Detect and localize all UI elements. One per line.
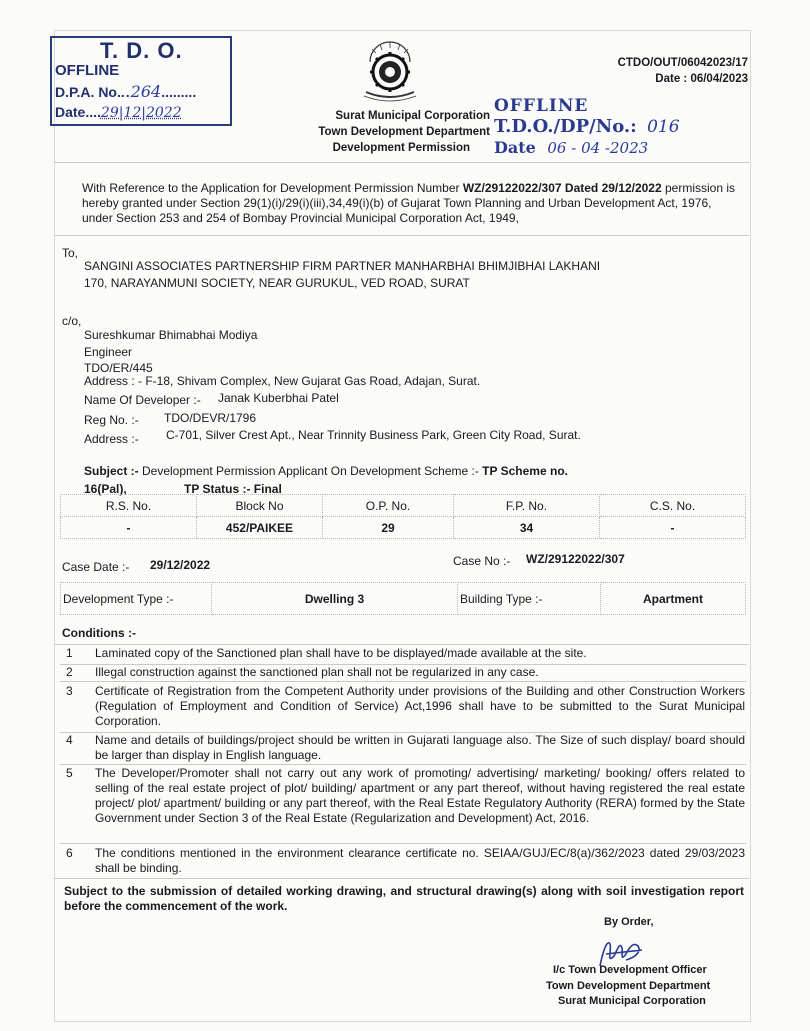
devtype-label: Development Type :- <box>61 583 212 615</box>
condition-number: 3 <box>66 684 73 698</box>
engineer-address: Address : - F-18, Shivam Complex, New Gujarat Gas Road, Adajan, Surat. <box>84 374 481 388</box>
subject-text: Development Permission Applicant On Development Scheme :- <box>138 464 483 478</box>
list-item <box>60 766 746 842</box>
development-type-table <box>60 582 746 615</box>
applicant-address: 170, NARAYANMUNI SOCIETY, NEAR GURUKUL, VED ROAD, SURAT <box>84 276 470 290</box>
table-cell: - <box>600 517 746 539</box>
table-cell: 452/PAIKEE <box>197 517 323 539</box>
org-line-3: Development Permission <box>332 142 470 154</box>
divider <box>60 764 746 765</box>
subject-label: Subject :- <box>84 464 139 478</box>
tp-status: TP Status :- Final <box>184 482 282 496</box>
by-order: By Order, <box>604 916 654 928</box>
developer-regno-label: Reg No. :- <box>84 413 139 427</box>
case-no: WZ/29122022/307 <box>526 552 625 566</box>
divider <box>60 681 746 682</box>
signatory-org: Surat Municipal Corporation <box>558 995 706 1007</box>
stamp2-number: 016 <box>647 117 680 137</box>
stamp-date-value: 29|12|2022 <box>100 105 182 121</box>
conditions-label: Conditions :- <box>62 626 136 640</box>
btype-value: Apartment <box>601 583 746 615</box>
stamp-title: T. D. O. <box>100 38 183 63</box>
table-header: F.P. No. <box>454 495 600 517</box>
divider <box>60 843 746 844</box>
intro-text-1: With Reference to the Application for Development Permission Number <box>82 181 463 195</box>
intro-paragraph <box>82 181 742 226</box>
subject-scheme: TP Scheme no. <box>482 464 568 478</box>
table-cell: 34 <box>454 517 600 539</box>
co-label: c/o, <box>62 314 82 328</box>
stamp2-date-row <box>494 138 648 157</box>
signatory-department: Town Development Department <box>546 980 711 992</box>
plot-details-table <box>60 494 746 539</box>
subject-line <box>84 464 744 478</box>
condition-number: 5 <box>66 766 73 780</box>
condition-number: 6 <box>66 846 73 860</box>
developer-address: C-701, Silver Crest Apt., Near Trinnity Business Park, Green City Road, Surat. <box>166 428 581 442</box>
condition-text: Certificate of Registration from the Competent Authority under provisions of the Building and other Construction Workers (Regulation of Employment and Condition of Service) Act,1996 shall have to be submitted to the Surat Municipal Corporation. <box>95 684 745 728</box>
devtype-value: Dwelling 3 <box>212 583 458 615</box>
list-item <box>60 846 746 878</box>
stamp2-label: T.D.O./DP/No.: <box>494 116 637 137</box>
stamp-dpa-row: D.P.A. No...264......... <box>55 82 197 101</box>
signatory-title: I/c Town Development Officer <box>553 964 707 976</box>
stamp2-date: 06 - 04 -2023 <box>547 139 649 157</box>
case-no-label: Case No :- <box>453 554 511 568</box>
org-line-1: Surat Municipal Corporation <box>335 110 490 122</box>
condition-number: 2 <box>66 665 73 679</box>
case-date: 29/12/2022 <box>150 558 211 572</box>
tdo-offline-stamp <box>50 36 232 126</box>
table-header: C.S. No. <box>600 495 746 517</box>
case-date-label: Case Date :- <box>62 560 130 574</box>
condition-number: 4 <box>66 733 73 747</box>
letter-date: Date : 06/04/2023 <box>655 73 748 85</box>
list-item <box>60 646 746 664</box>
engineer-role: Engineer <box>84 345 133 359</box>
stamp2-number-row <box>494 116 680 137</box>
intro-text-2: permission is hereby granted under Section 29(1)(i)/29(i)(iii),34,49(i)(b) of Gujarat Town Planning and Urban Development Act, 1976, under Section 253 and 254 of Bombay Provincial Municipal Corporation Act, 1949, <box>82 181 736 225</box>
developer-name: Janak Kuberbhai Patel <box>218 391 339 405</box>
engineer-name: Sureshkumar Bhimabhai Modiya <box>84 328 258 342</box>
stamp-date-label: Date. <box>55 104 90 120</box>
condition-text: The Developer/Promoter shall not carry out any work of promoting/ advertising/ marketing/ booking/ offers related to selling of the real estate project of plot/ building/ apartment or any part thereof, without having registered the real estate project/ plot/ apartment/ building or any part thereof, with the Real Estate Regulatory Authority (RERA) formed by the State Government under Section 3 of the Real Estate (Regularization and Development) Act, 2016. <box>95 766 745 825</box>
stamp-status: OFFLINE <box>55 62 120 79</box>
table-header: Block No <box>197 495 323 517</box>
table-header: R.S. No. <box>61 495 197 517</box>
smc-emblem-icon <box>360 40 420 102</box>
table-header: O.P. No. <box>323 495 454 517</box>
stamp2-status: OFFLINE <box>494 96 589 116</box>
developer-label: Name Of Developer :- <box>84 393 201 407</box>
condition-text: The conditions mentioned in the environment clearance certificate no. SEIAA/GUJ/EC/8(a)/362/2023 dated 29/03/2023 shall be binding. <box>95 846 745 875</box>
developer-address-label: Address :- <box>84 432 139 446</box>
table-row <box>61 583 746 615</box>
stamp2-date-label: Date <box>494 138 536 157</box>
condition-number: 1 <box>66 646 73 660</box>
intro-application-ref: WZ/29122022/307 Dated 29/12/2022 <box>462 181 662 195</box>
reference-number: CTDO/OUT/06042023/17 <box>617 57 748 69</box>
table-cell: - <box>61 517 197 539</box>
org-line-2: Town Development Department <box>318 126 490 138</box>
divider <box>54 644 749 645</box>
stamp-dpa-value: 264 <box>130 82 162 101</box>
condition-text: Illegal construction against the sanctioned plan shall not be regularized in any case. <box>95 665 539 679</box>
developer-regno: TDO/DEVR/1796 <box>164 411 257 425</box>
list-item <box>60 684 746 732</box>
subject-scheme-name: 16(Pal), <box>84 482 127 496</box>
divider <box>54 235 749 236</box>
table-row <box>61 517 746 539</box>
subject-note: Subject to the submission of detailed working drawing, and structural drawing(s) along with soil investigation report before the commencement of the work. <box>64 884 744 913</box>
condition-text: Laminated copy of the Sanctioned plan shall have to be displayed/made available at the site. <box>95 646 587 660</box>
divider <box>54 878 749 879</box>
btype-label: Building Type :- <box>458 583 601 615</box>
applicant-name: SANGINI ASSOCIATES PARTNERSHIP FIRM PARTNER MANHARBHAI BHIMJIBHAI LAKHANI <box>84 259 601 273</box>
condition-text: Name and details of buildings/project should be written in Gujarati language also. The Size of such display/ board should be larger than display in English language. <box>95 733 745 762</box>
stamp-date-row: Date....29|12|2022 <box>55 104 182 121</box>
table-cell: 29 <box>323 517 454 539</box>
to-label: To, <box>62 246 79 260</box>
engineer-reg: TDO/ER/445 <box>84 361 153 375</box>
table-row <box>61 495 746 517</box>
stamp-dpa-label: D.P.A. No. <box>55 84 121 100</box>
divider <box>54 162 749 163</box>
list-item <box>60 733 746 765</box>
